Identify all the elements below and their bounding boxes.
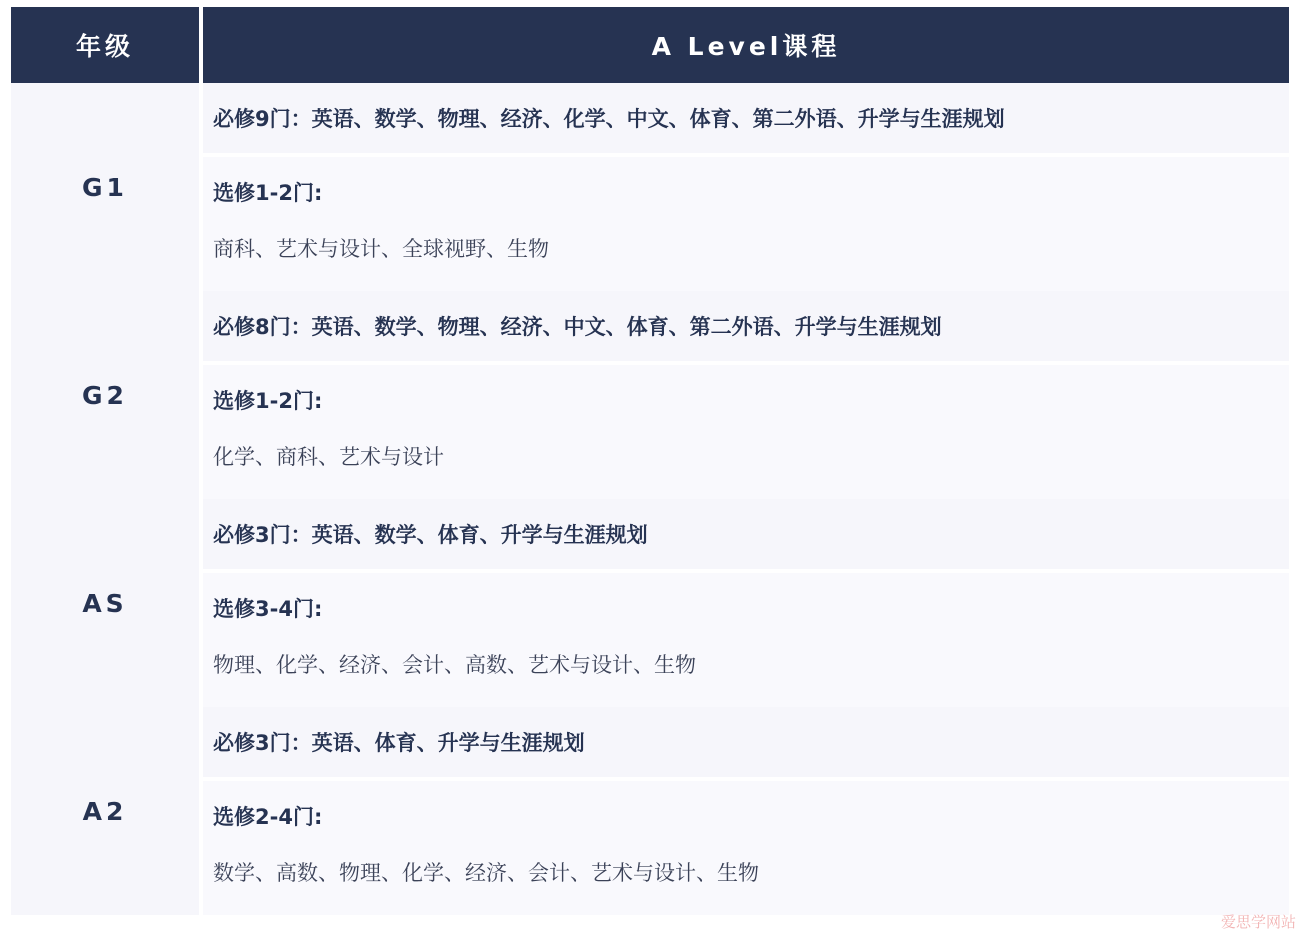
grade-cell: G1	[11, 83, 199, 291]
elective-block	[203, 781, 1289, 915]
elective-block	[203, 573, 1289, 707]
header-grade: 年级	[11, 7, 199, 83]
elective-list: 物理、化学、经济、会计、高数、艺术与设计、生物	[213, 653, 696, 677]
course-cell	[203, 83, 1289, 291]
grade-cell: AS	[11, 499, 199, 707]
table-row-g2	[11, 291, 1289, 499]
elective-list: 数学、高数、物理、化学、经济、会计、艺术与设计、生物	[213, 861, 759, 885]
elective-list: 化学、商科、艺术与设计	[213, 445, 444, 469]
grade-cell: A2	[11, 707, 199, 915]
required-courses: 必修3门：英语、体育、升学与生涯规划	[203, 707, 1289, 777]
watermark: 爱思学网站	[1220, 913, 1296, 931]
required-courses: 必修3门：英语、数学、体育、升学与生涯规划	[203, 499, 1289, 569]
curriculum-table	[11, 7, 1289, 915]
course-cell	[203, 707, 1289, 915]
table-header	[11, 7, 1289, 83]
grade-cell: G2	[11, 291, 199, 499]
course-cell	[203, 291, 1289, 499]
table-row-as	[11, 499, 1289, 707]
course-cell	[203, 499, 1289, 707]
elective-block	[203, 365, 1289, 499]
table-row-g1	[11, 83, 1289, 291]
elective-title: 选修1-2门:	[213, 389, 323, 413]
elective-title: 选修1-2门:	[213, 181, 323, 205]
elective-list: 商科、艺术与设计、全球视野、生物	[213, 237, 549, 261]
required-courses: 必修8门：英语、数学、物理、经济、中文、体育、第二外语、升学与生涯规划	[203, 291, 1289, 361]
elective-title: 选修2-4门:	[213, 805, 323, 829]
header-course: A Level课程	[203, 7, 1289, 83]
elective-block	[203, 157, 1289, 291]
table-row-a2	[11, 707, 1289, 915]
required-courses: 必修9门：英语、数学、物理、经济、化学、中文、体育、第二外语、升学与生涯规划	[203, 83, 1289, 153]
elective-title: 选修3-4门:	[213, 597, 323, 621]
